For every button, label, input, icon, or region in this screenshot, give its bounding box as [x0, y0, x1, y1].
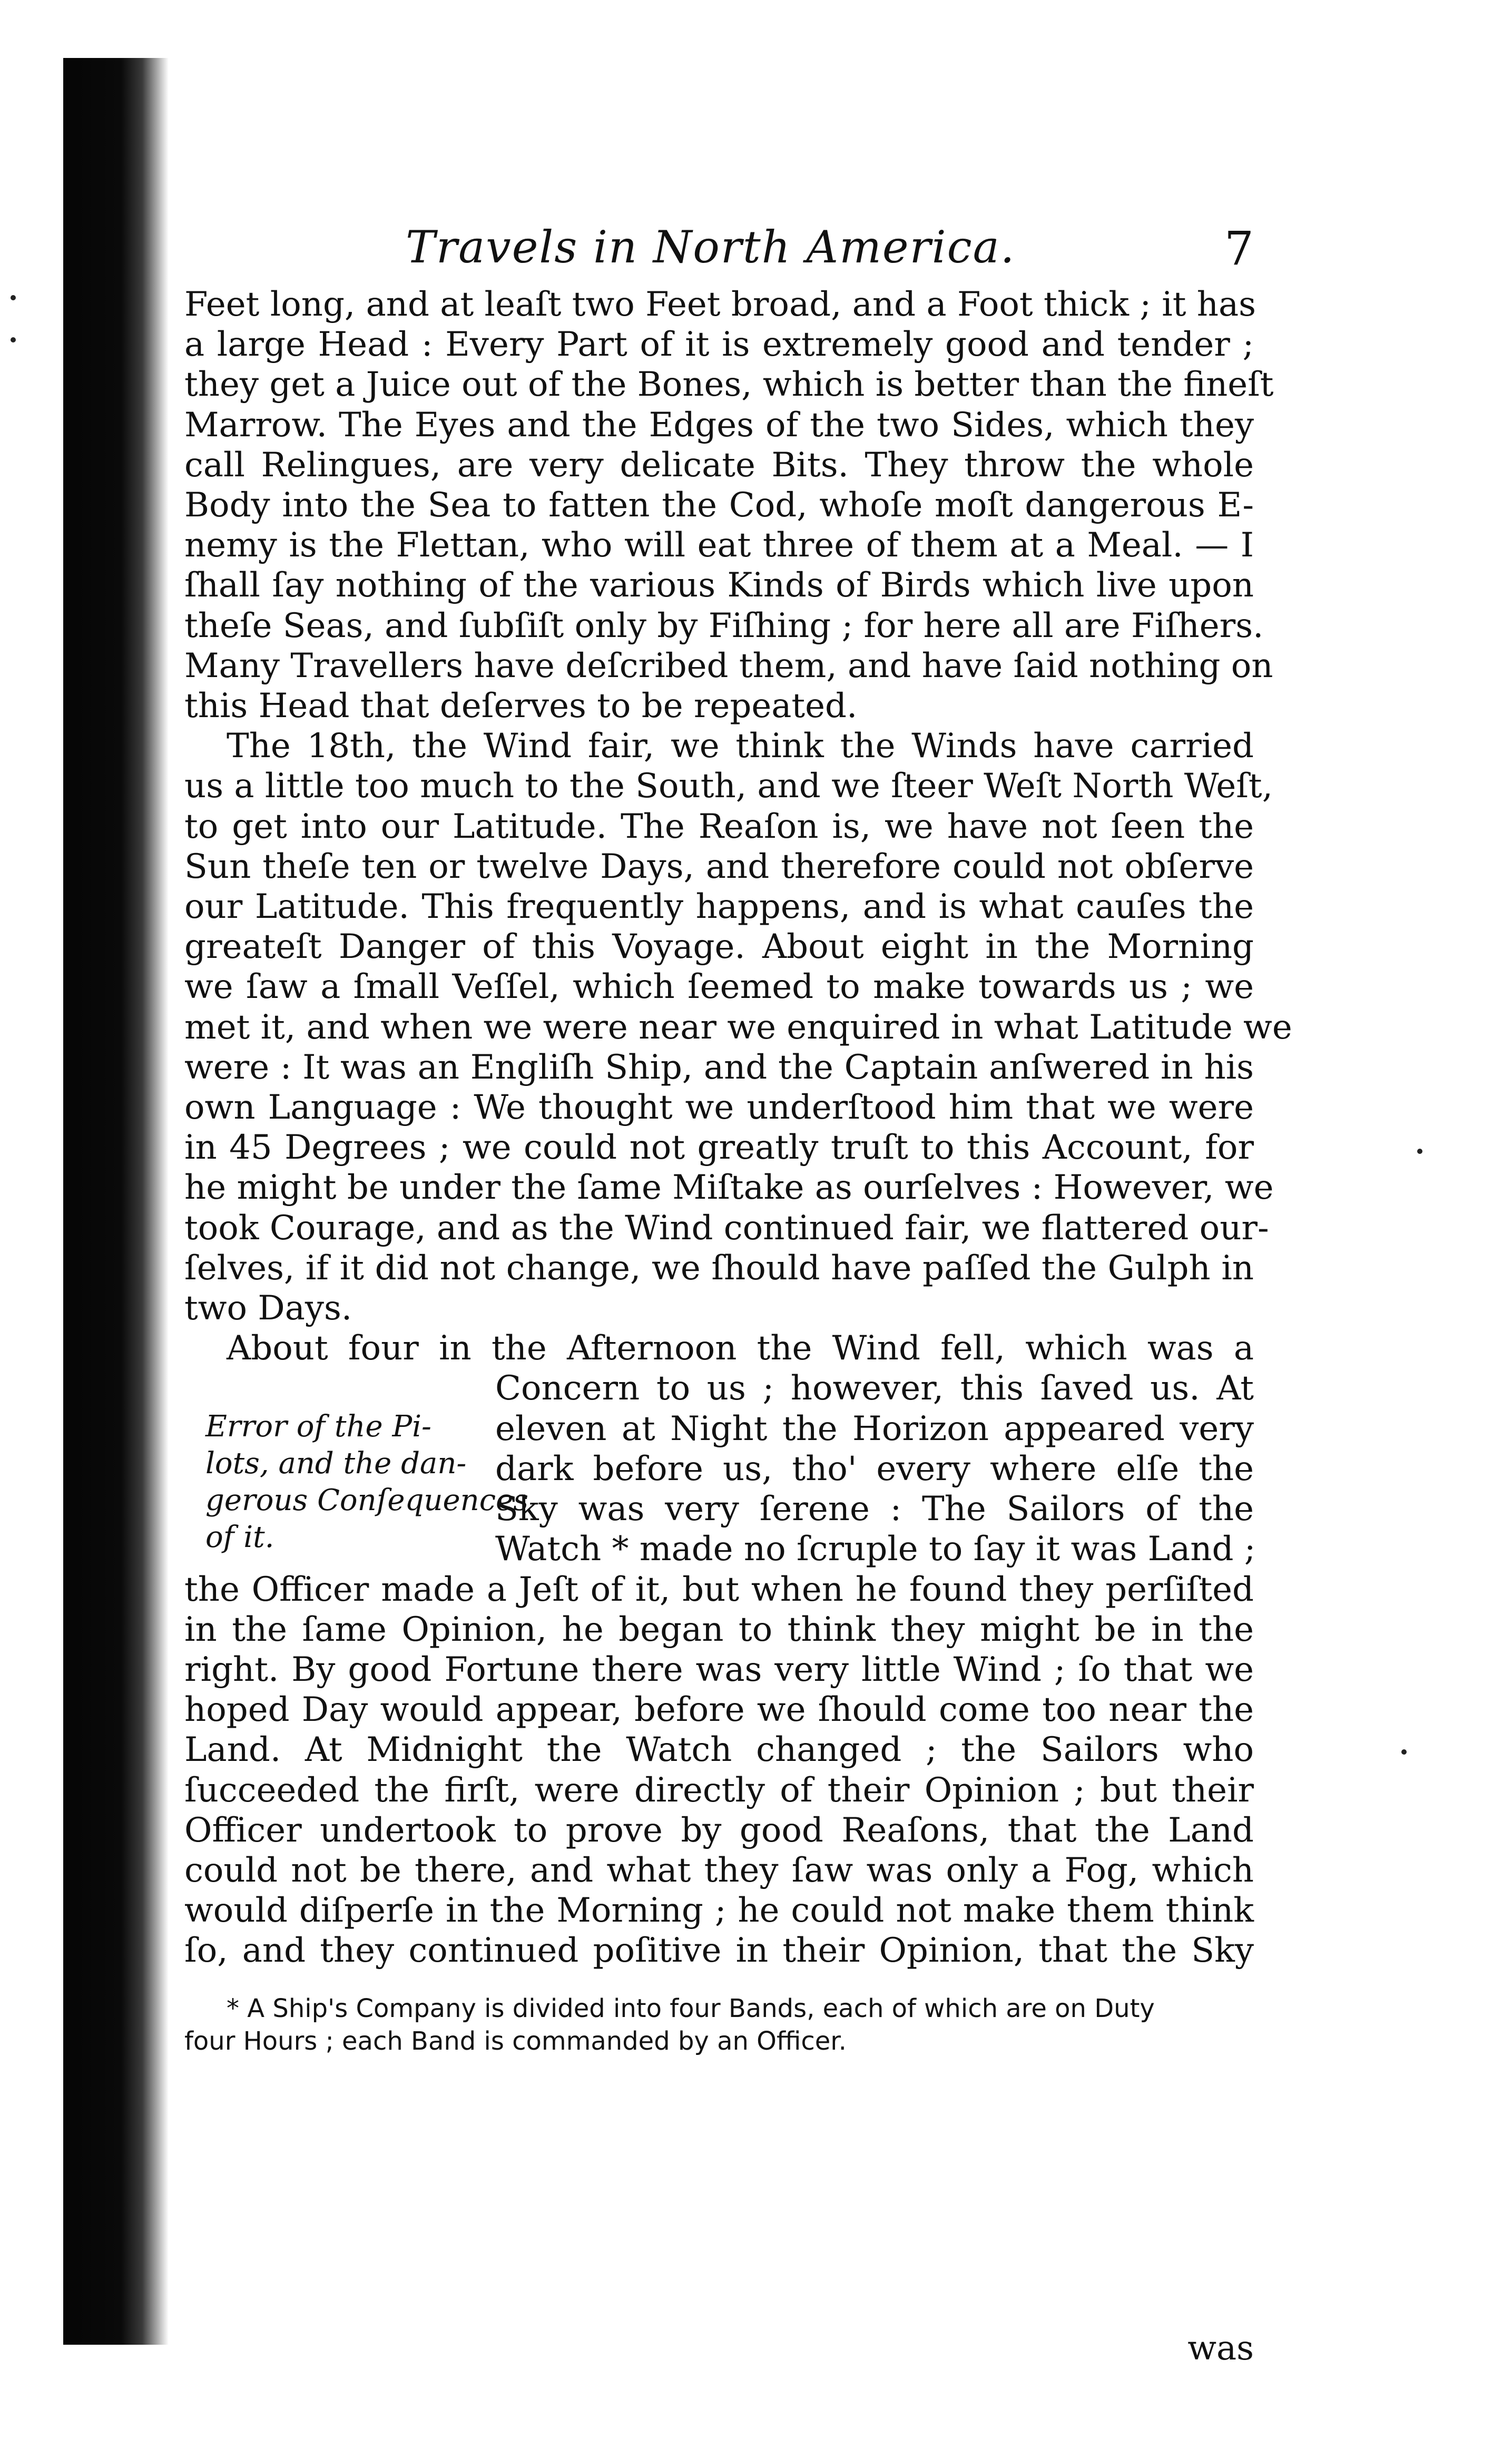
- text-line: nemy is the Flettan, who will eat three of them at a Meal. — I: [184, 526, 1254, 565]
- text-line: Concern to us ; however, this ſaved us. At: [495, 1369, 1254, 1408]
- text-line: the Officer made a Jeſt of it, but when he found they perſiſted: [184, 1570, 1254, 1609]
- text-line: we ſaw a ſmall Veſſel, which ſeemed to make towards us ; we: [184, 967, 1254, 1007]
- text-line: dark before us, tho' every where elſe the: [495, 1449, 1254, 1489]
- text-line: Marrow. The Eyes and the Edges of the two Sides, which they: [184, 405, 1254, 445]
- binding-gutter-shadow: [63, 58, 169, 2345]
- text-line: Body into the Sea to fatten the Cod, whoſe moſt dangerous E-: [184, 486, 1254, 525]
- text-line: ſo, and they continued poſitive in their Opinion, that the Sky: [184, 1931, 1254, 1971]
- text-line: eleven at Night the Horizon appeared very: [495, 1409, 1254, 1448]
- text-line: ſucceeded the firſt, were directly of their Opinion ; but their: [184, 1770, 1254, 1810]
- text-line: hoped Day would appear, before we ſhould come too near the: [184, 1690, 1254, 1730]
- text-line: in 45 Degrees ; we could not greatly truſt to this Account, for: [184, 1128, 1254, 1168]
- text-line: ſhall ſay nothing of the various Kinds of Birds which live upon: [184, 566, 1254, 605]
- text-line: right. By good Fortune there was very little Wind ; ſo that we: [184, 1650, 1254, 1689]
- text-line: a large Head : Every Part of it is extremely good and tender ;: [184, 325, 1254, 365]
- side-note-line: of it.: [205, 1520, 274, 1555]
- text-line: call Relingues, are very delicate Bits. They throw the whole: [184, 445, 1254, 485]
- text-line: Land. At Midnight the Watch changed ; the Sailors who: [184, 1730, 1254, 1770]
- page-speck: [1401, 1749, 1407, 1755]
- text-line: theſe Seas, and ſubſiſt only by Fiſhing ; for here all are Fiſhers.: [184, 606, 1264, 645]
- page-number: 7: [1224, 221, 1254, 276]
- text-line: The 18th, the Wind fair, we think the Winds have carried: [227, 727, 1254, 766]
- sidenote-block: [184, 1368, 1254, 1569]
- text-line: us a little too much to the South, and we ſteer Weſt North Weſt,: [184, 767, 1273, 806]
- text-line: took Courage, and as the Wind continued fair, we flattered our-: [184, 1208, 1269, 1248]
- text-line: own Language : We thought we underſtood him that we were: [184, 1088, 1254, 1128]
- footnote-line: * A Ship's Company is divided into four Bands, each of which are on Duty: [227, 1993, 1155, 2023]
- running-title: Travels in North America.: [406, 221, 1016, 273]
- body-text: [184, 285, 1292, 1971]
- side-note-line: Error of the Pi-: [205, 1409, 431, 1444]
- text-line: ſelves, if it did not change, we ſhould have paſſed the Gulph in: [184, 1248, 1254, 1288]
- footnote: [184, 1992, 1254, 2058]
- text-line: our Latitude. This frequently happens, and is what cauſes the: [184, 887, 1254, 927]
- book-page: [184, 221, 1292, 2368]
- text-line: Feet long, and at leaſt two Feet broad, and a Foot thick ; it has: [184, 285, 1256, 324]
- running-head: [184, 221, 1254, 285]
- text-line: this Head that deſerves to be repeated.: [184, 687, 858, 726]
- side-note-line: lots, and the dan-: [205, 1446, 467, 1481]
- text-line: About four in the Afternoon the Wind fell, which was a: [227, 1329, 1254, 1368]
- text-line: he might be under the ſame Miſtake as ourſelves : However, we: [184, 1168, 1274, 1208]
- text-line: Watch * made no ſcruple to ſay it was Land ;: [495, 1530, 1256, 1569]
- page-speck: [1417, 1149, 1422, 1154]
- text-line: Sun theſe ten or twelve Days, and therefore could not obſerve: [184, 847, 1254, 886]
- text-line: Officer undertook to prove by good Reaſons, that the Land: [184, 1810, 1254, 1850]
- text-line: Sky was very ſerene : The Sailors of the: [495, 1490, 1254, 1529]
- wrapped-text: [495, 1368, 1254, 1569]
- side-note-line: gerous Conſequences: [205, 1483, 528, 1518]
- text-line: they get a Juice out of the Bones, which is better than the fineſt: [184, 365, 1274, 405]
- text-line: would diſperſe in the Morning ; he could not make them think: [184, 1891, 1254, 1931]
- text-line: two Days.: [184, 1289, 352, 1328]
- catchword: was: [1187, 2329, 1254, 2368]
- text-line: met it, and when we were near we enquired in what Latitude we: [184, 1007, 1292, 1047]
- page-speck: [11, 337, 16, 342]
- side-note: [205, 1408, 528, 1556]
- text-line: could not be there, and what they ſaw was only a Fog, which: [184, 1850, 1254, 1890]
- text-line: were : It was an Engliſh Ship, and the Captain anſwered in his: [184, 1047, 1254, 1087]
- text-line: Many Travellers have deſcribed them, and have ſaid nothing on: [184, 646, 1273, 686]
- text-line: to get into our Latitude. The Reaſon is, we have not ſeen the: [184, 807, 1254, 846]
- text-line: greateſt Danger of this Voyage. About eight in the Morning: [184, 927, 1254, 967]
- footnote-line: four Hours ; each Band is commanded by an Officer.: [184, 2026, 847, 2056]
- text-line: in the ſame Opinion, he began to think they might be in the: [184, 1610, 1254, 1649]
- page-speck: [11, 295, 16, 300]
